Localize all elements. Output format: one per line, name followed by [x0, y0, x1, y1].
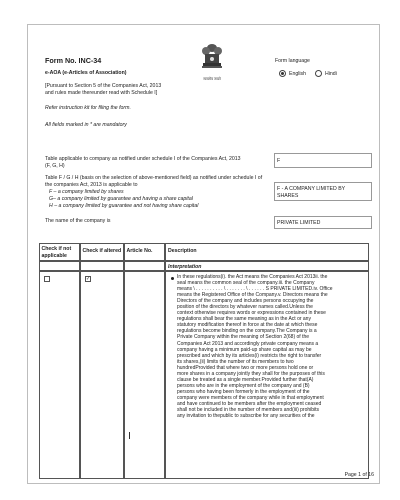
description-line: In these regulations(i). the Act means the Companies Act 2013ii. the	[177, 274, 328, 280]
description-line: means \ . . . . . . . . . . \ . . . . . . . \ . . . . . . S PRIVATE LIMITED.iv. Office	[177, 286, 333, 293]
section-title: Interpretation	[165, 261, 369, 271]
not-applicable-cell	[39, 271, 80, 479]
header-article-no: Article No.	[124, 243, 165, 261]
pursuant-line-2: and rules made thereunder read with Schedule I]	[45, 90, 158, 96]
header-description: Description	[165, 243, 369, 261]
basis-option-f: F – a company limited by shares	[49, 189, 124, 195]
company-name-value: PRIVATE LIMITED	[277, 219, 321, 226]
language-hindi-label: Hindi	[325, 70, 337, 77]
description-line: context otherwise requires words or expressions contained in these	[177, 310, 326, 317]
text-cursor	[129, 432, 130, 439]
description-line: prescribed and which by its articles(i) restricts the right to transfer	[177, 352, 322, 359]
section-cell-empty-1	[39, 261, 80, 271]
description-line: regulations become binding on the company.The Company is a	[177, 328, 317, 335]
description-line: Private Company within the meaning of Section 2(68) of the	[177, 334, 310, 341]
section-cell-empty-3	[124, 261, 165, 271]
description-line: position of the directors by whatever names called.Unless the	[177, 304, 313, 311]
basis-field[interactable]	[274, 182, 372, 201]
description-line: its shares,(ii) limits the number of its members to two	[177, 358, 294, 365]
basis-value-line-1: F - A COMPANY LIMITED BY	[277, 186, 346, 192]
company-name-label: The name of the company is	[45, 218, 111, 224]
instruction-text: Refer instruction kit for filing the form.	[45, 105, 131, 111]
description-line: company having a minimum paid-up share capital as may be	[177, 346, 312, 353]
description-line: Directors of the company and includes persons occupying the	[177, 298, 314, 305]
description-line: means the Registered Office of the Company.v. Directors means the	[177, 292, 328, 299]
altered-cell	[80, 271, 124, 479]
table-applicable-hint: (F, G, H)	[45, 163, 65, 169]
form-subtitle: e-AOA (e-Articles of Association)	[45, 70, 127, 76]
basis-label-2: the companies Act, 2013 is applicable to	[45, 182, 138, 188]
bullet-icon	[171, 277, 174, 280]
form-number: Form No. INC-34	[45, 56, 102, 65]
form-language-label: Form language	[275, 58, 310, 64]
emblem-caption: सत्यमेव जयते	[203, 77, 221, 81]
description-line: persons who are in the employment of the company and (B)	[177, 382, 310, 389]
description-text[interactable]	[177, 274, 365, 419]
language-english-label: English	[289, 70, 307, 77]
language-english-radio[interactable]	[279, 70, 306, 77]
pursuant-line-1: [Pursuant to Section 5 of the Companies Act, 2013	[45, 83, 162, 89]
description-line: and have continued to be members after the employment ceased	[177, 400, 322, 407]
description-line: Companies Act 2013 and accordingly private company means a	[177, 340, 319, 347]
form-page	[27, 24, 380, 484]
article-no-cell	[124, 271, 165, 479]
description-line: regulations shall bear the same meaning as in the Act or any	[177, 316, 311, 323]
header-altered: Check if altered	[80, 243, 124, 261]
description-line: statutory modification thereof in force at the date at which these	[177, 322, 318, 329]
altered-checkbox[interactable]	[85, 276, 91, 282]
description-line: shall not be included in the number of members and(iii) prohibits	[177, 407, 320, 414]
table-applicable-field[interactable]	[274, 153, 372, 168]
mandatory-note: All fields marked in * are mandatory	[45, 122, 127, 128]
table-applicable-label: Table applicable to company as notified under schedule I of the Companies Act, 2013	[45, 156, 241, 162]
table-applicable-value: F	[277, 158, 281, 164]
basis-label-1: Table F / G / H (basis on the selection of above-mentioned field) as notified under schedule I of	[45, 175, 263, 181]
description-line: seal means the common seal of the company.iii. the Company	[177, 280, 315, 287]
description-line: persons who having been formerly in the employment of the	[177, 388, 310, 395]
description-line: clause be treated as a single member.Provided further that(A)	[177, 376, 314, 383]
description-line: more shares in a company jointly they shall for the purposes of this	[177, 370, 325, 377]
radio-unselected-icon[interactable]	[315, 70, 322, 77]
description-line: any invitation to thepublic to subscribe for any securities of the	[177, 413, 315, 420]
section-cell-empty-2	[80, 261, 124, 271]
basis-option-h: H – a company limited by guarantee and not having share capital	[49, 203, 199, 209]
description-line: company were members of the company while in that employment	[177, 394, 324, 401]
page-number: Page 1 of 16	[344, 472, 374, 479]
checkmark-icon: ✓	[86, 276, 91, 282]
basis-option-g: G– a company limited by guarantee and having a share capital	[49, 196, 193, 202]
not-applicable-checkbox[interactable]	[44, 276, 50, 282]
description-line: hundredProvided that where two or more persons hold one or	[177, 364, 314, 371]
language-hindi-radio[interactable]	[315, 70, 337, 77]
basis-value-line-2: SHARES	[277, 192, 299, 199]
header-not-applicable: Check if not applicable	[39, 243, 80, 261]
radio-selected-icon[interactable]	[279, 70, 286, 77]
company-name-field[interactable]	[274, 216, 372, 229]
national-emblem-icon	[199, 43, 225, 79]
